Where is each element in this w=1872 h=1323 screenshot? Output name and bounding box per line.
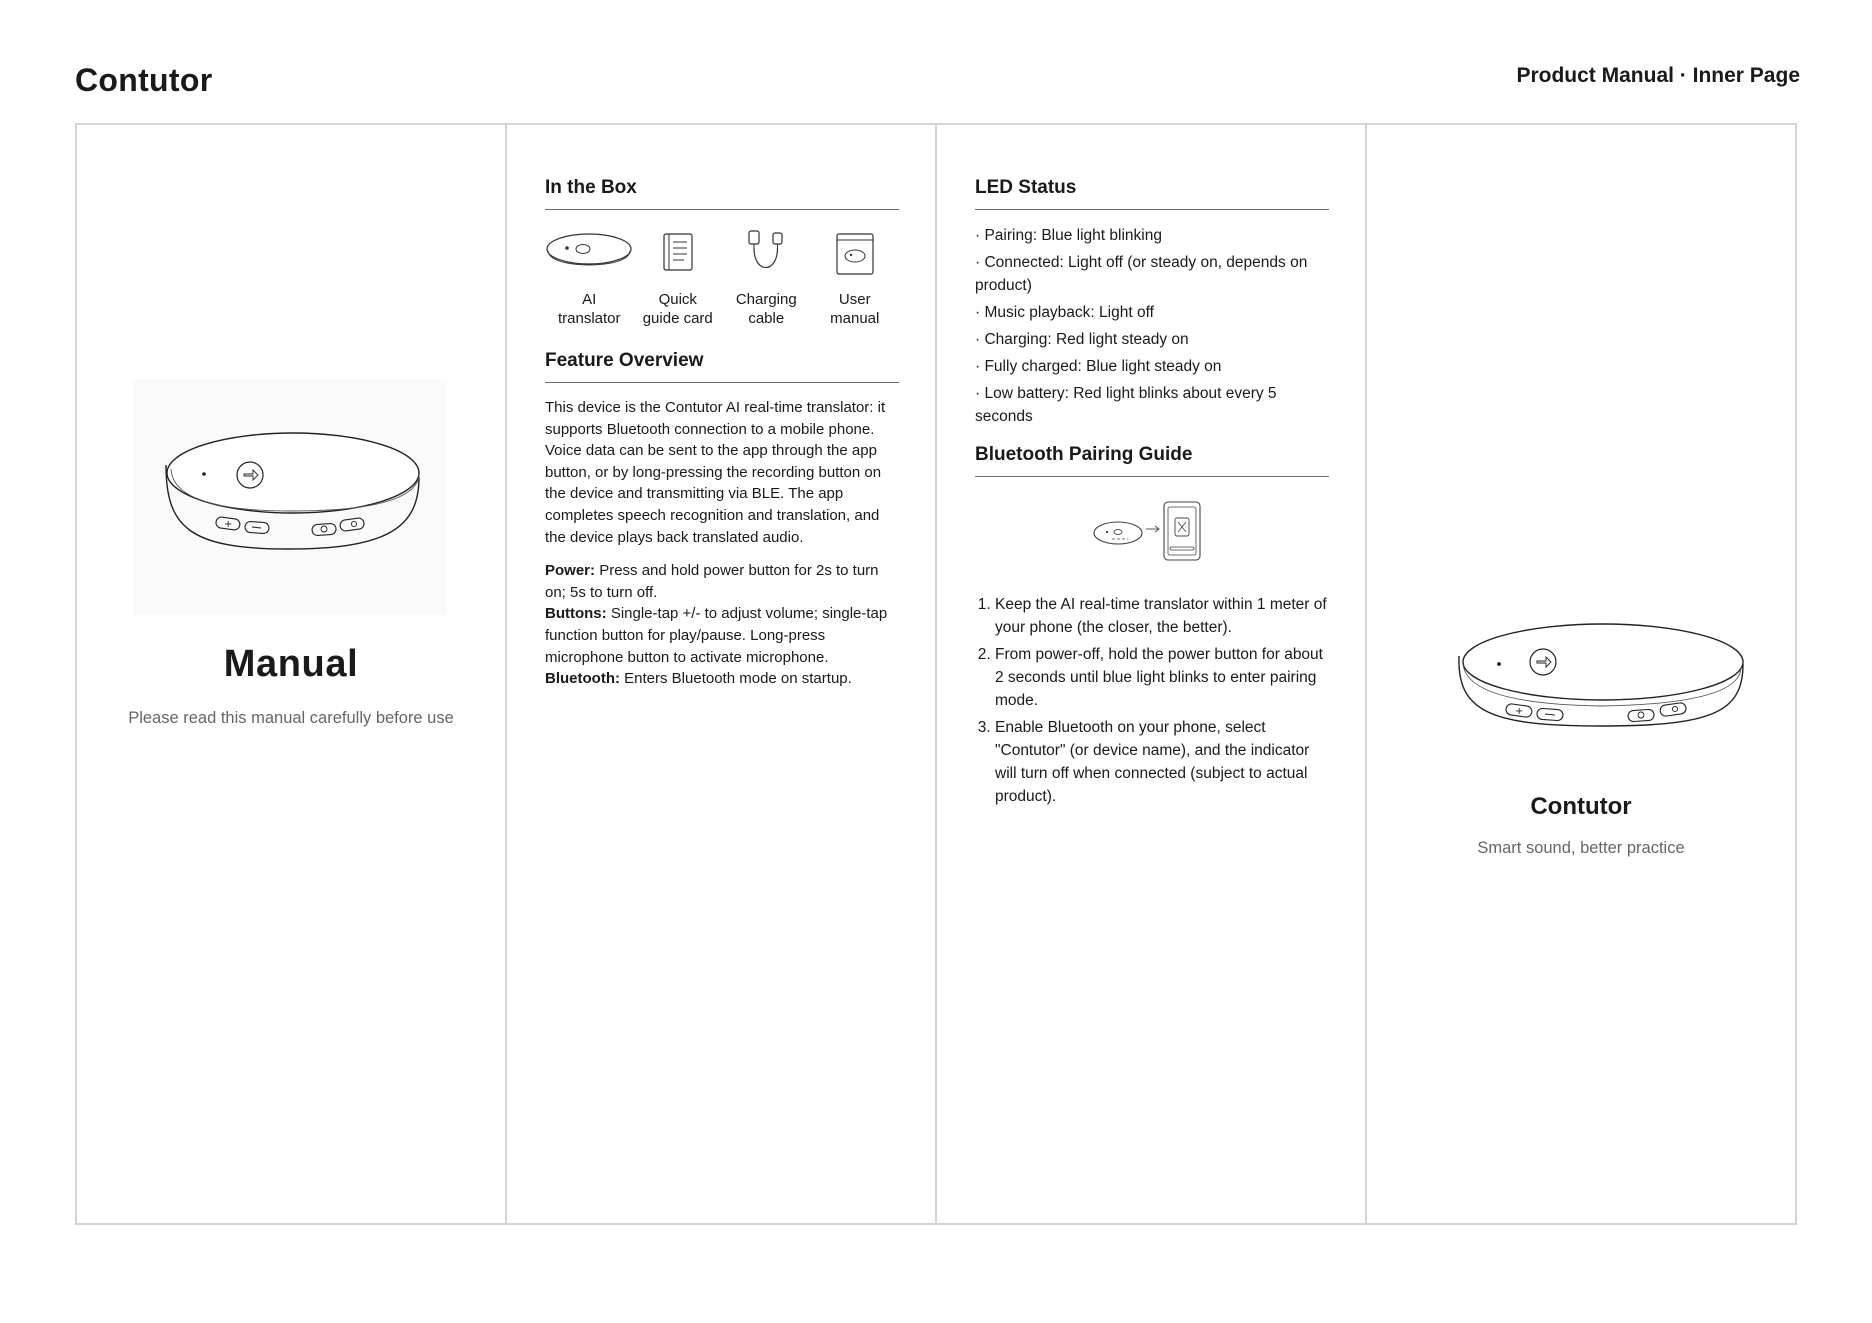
box-item-charging-cable [722, 228, 811, 328]
led-status-item: · Pairing: Blue light blinking [975, 227, 1162, 244]
cover-panel [77, 125, 507, 1223]
in-the-box-heading: In the Box [545, 177, 899, 210]
pairing-step: 2. From power-off, hold the power button for about 2 seconds until blue light blinks to enter pairing mode. [995, 643, 1329, 712]
pairing-guide-heading: Bluetooth Pairing Guide [975, 444, 1329, 477]
cover-subtitle: Please read this manual carefully before use [128, 709, 454, 727]
svg-text:+: + [1515, 706, 1524, 717]
led-status-item: · Charging: Red light steady on [975, 331, 1189, 348]
box-item-translator [545, 228, 634, 328]
back-cover-tagline: Smart sound, better practice [1477, 839, 1685, 857]
feature-specs [545, 560, 899, 690]
feature-overview-heading: Feature Overview [545, 350, 899, 383]
translator-device-illustration [1451, 616, 1751, 734]
status-panel [937, 125, 1367, 1223]
cover-title: Manual [223, 643, 359, 685]
box-item-label: User manual [830, 291, 880, 327]
box-item-guide-card [634, 228, 723, 328]
pairing-step: 3. Enable Bluetooth on your phone, select "Contutor" (or device name), and the indicator will turn off when connected (subject to actual product). [995, 716, 1329, 808]
user-manual-icon [833, 228, 877, 282]
box-item-label: Quick guide card [642, 291, 713, 327]
led-status-item: · Low battery: Red light blinks about every 5 seconds [975, 385, 1277, 425]
charging-cable-icon [741, 228, 791, 282]
box-item-user-manual [811, 228, 900, 328]
led-status-heading: LED Status [975, 177, 1329, 210]
manual-spread [75, 123, 1797, 1225]
translator-device-illustration [133, 379, 447, 615]
brand-logo: Contutor [75, 62, 213, 98]
led-status-item: · Music playback: Light off [975, 304, 1154, 321]
led-status-list [975, 224, 1329, 428]
spec-power: Power: Press and hold power button for 2s to turn on; 5s to turn off. [545, 562, 879, 601]
in-the-box-list [545, 228, 899, 328]
pairing-step: 1. Keep the AI real-time translator within 1 meter of your phone (the closer, the better). [995, 593, 1329, 639]
led-status-item: · Connected: Light off (or steady on, depends on product) [975, 254, 1308, 294]
device-to-phone-icon [1092, 499, 1212, 563]
box-item-label: Charging cable [735, 291, 797, 327]
contents-panel [507, 125, 937, 1223]
box-item-label: AI translator [557, 291, 621, 327]
guide-card-icon [658, 228, 698, 282]
led-status-item: · Fully charged: Blue light steady on [975, 358, 1222, 375]
translator-device-icon [544, 228, 634, 282]
back-cover-panel [1367, 125, 1795, 1223]
svg-text:+: + [224, 519, 233, 530]
feature-overview-intro: This device is the Contutor AI real-time translator: it supports Bluetooth connection to a mobile phone. Voice data can be sent to the app through the app button, or by long-pressing the recording button on the device and transmitting via BLE. The app completes speech recognition and translation, and the device plays back translated audio. [545, 399, 886, 546]
spec-bluetooth: Bluetooth: Enters Bluetooth mode on startup. [545, 670, 852, 688]
spec-buttons: Buttons: Single-tap +/- to adjust volume; single-tap function button for play/pause. Long-press microphone button to activate microphone. [545, 605, 888, 666]
back-cover-brand: Contutor [1530, 793, 1632, 820]
pairing-illustration [975, 499, 1329, 561]
pairing-steps [975, 593, 1329, 808]
page-meta: Product Manual · Inner Page [1516, 64, 1800, 87]
